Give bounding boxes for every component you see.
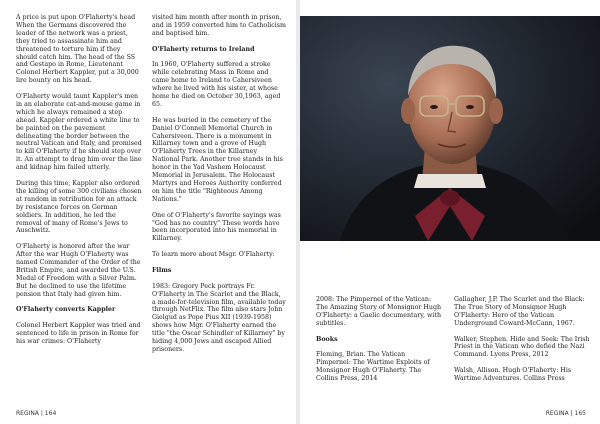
section-heading: O'Flaherty converts Kappler [16,306,116,314]
paragraph: visited him month after month in prison, and in 1959 converted him to Catholicism and baptised him. [152,14,286,37]
left-page [0,0,296,424]
left-column-1 [16,14,142,354]
paragraph: Colonel Herbert Kappler was tried and sentenced to life in prison in Rome for his war crimes: O'Flaherty [16,322,141,346]
paragraph: In 1960, O'Flaherty suffered a stroke while celebrating Mass in Rome and came home to Ireland to Cahersiveen where he lived with his sister, at whose home he died on October 30,1963, aged 65. [152,61,281,108]
paragraph: 1983: Gregory Peck portrays Fr. O'Flaherty in The Scarlet and the Black, a made-for-television film, available today through NetFlix. The film also stars John Gielgud as Pope Pius XII (1939-1958) shows how Mgr. O'Flaherty earned the title "the Oscar Schindler of Killarney" by hiding 4,000 Jews and escaped Allied prisoners. [152,282,286,353]
section-heading: O'Flaherty returns to Ireland [152,45,255,53]
right-column-1 [316,296,442,391]
page-footer-right: REGINA | 165 [545,410,586,417]
priest-portrait-illustration [300,16,600,241]
paragraph: He was buried in the cemetery of the Daniel O'Connell Memorial Church in Cahersiveen. There is a monument in Killarney town and a grove of Hugh O'Flaherty Trees in the Killarney National Park. Another tree stands in his honor in the Yad Vashem Holocaust Memorial in Jerusalem. The Holocaust Martyrs and Heroes Authority conferred on him the title "Righteous Among Nations." [152,116,283,203]
portrait-photo [300,16,600,241]
paragraph: Walsh, Allison. Hugh O'Flaherty: His Wartime Adventures. Collins Press [454,367,572,383]
section-heading: Books [316,335,338,343]
paragraph: A price is put upon O'Flaherty's head When the Germans discovered the leader of the network was a priest, they tried to assassinate him and threatened to torture him if they should catch him. The head of the SS and Gestapo in Rome, Lieutenant Colonel Herbert Kappler, put a 30,000 lire bounty on his head. [16,14,139,85]
paragraph: O'Flaherty is honored after the war After the war Hugh O'Flaherty was named Commander of the Order of the British Empire, and awarded the U.S. Medal of Freedom with a Silver Palm. But he declined to use the lifetime pension that Italy had given him. [16,243,141,298]
paragraph: One of O'Flaherty's favorite sayings was "God has no country" These words have been incorporated into his memorial in Killarney. [152,211,281,243]
page-footer-left: REGINA | 164 [16,410,57,417]
paragraph: Walker, Stephen. Hide and Seek: The Irish Priest in the Vatican who defied the Nazi Command. Lyons Press, 2012 [454,335,590,359]
paragraph: O'Flaherty would taunt Kappler's men in an elaborate cat-and-mouse game in which he always remained a step ahead. Kappler ordered a white line to be painted on the pavement delineating the border between the neutral Vatican and Italy, and promised to kill O'Flaherty if he should step over it. An attempt to drag him over the line and kidnap him failed utterly. [16,93,142,172]
paragraph: To learn more about Msgr. O'Flaherty: [152,251,275,259]
paragraph: Gallagher, J.P. The Scarlet and the Black: The True Story of Monsignor Hugh O'Flaherty: Hero of the Vatican Underground Coward-McCann, 1967. [454,296,585,327]
paragraph: 2008: The Pimpernel of the Vatican: The Amazing Story of Monsignor Hugh O'Flaherty: a Gaelic documentary, with subtitles. [316,296,442,327]
paragraph: During this time, Kappler also ordered the killing of some 300 civilians chosen at random in retribution for an attack by resistance forces on German soldiers. In addition, he led the removal of many of Rome's Jews to Auschwitz. [16,180,142,235]
right-column-2 [454,296,592,391]
paragraph: Fleming, Brian. The Vatican Pimpernel: The Wartime Exploits of Monsignor Hugh O'Flaherty. The Collins Press, 2014 [316,351,430,383]
section-heading: Films [152,266,172,274]
right-page [300,0,600,424]
left-column-2 [152,14,286,362]
